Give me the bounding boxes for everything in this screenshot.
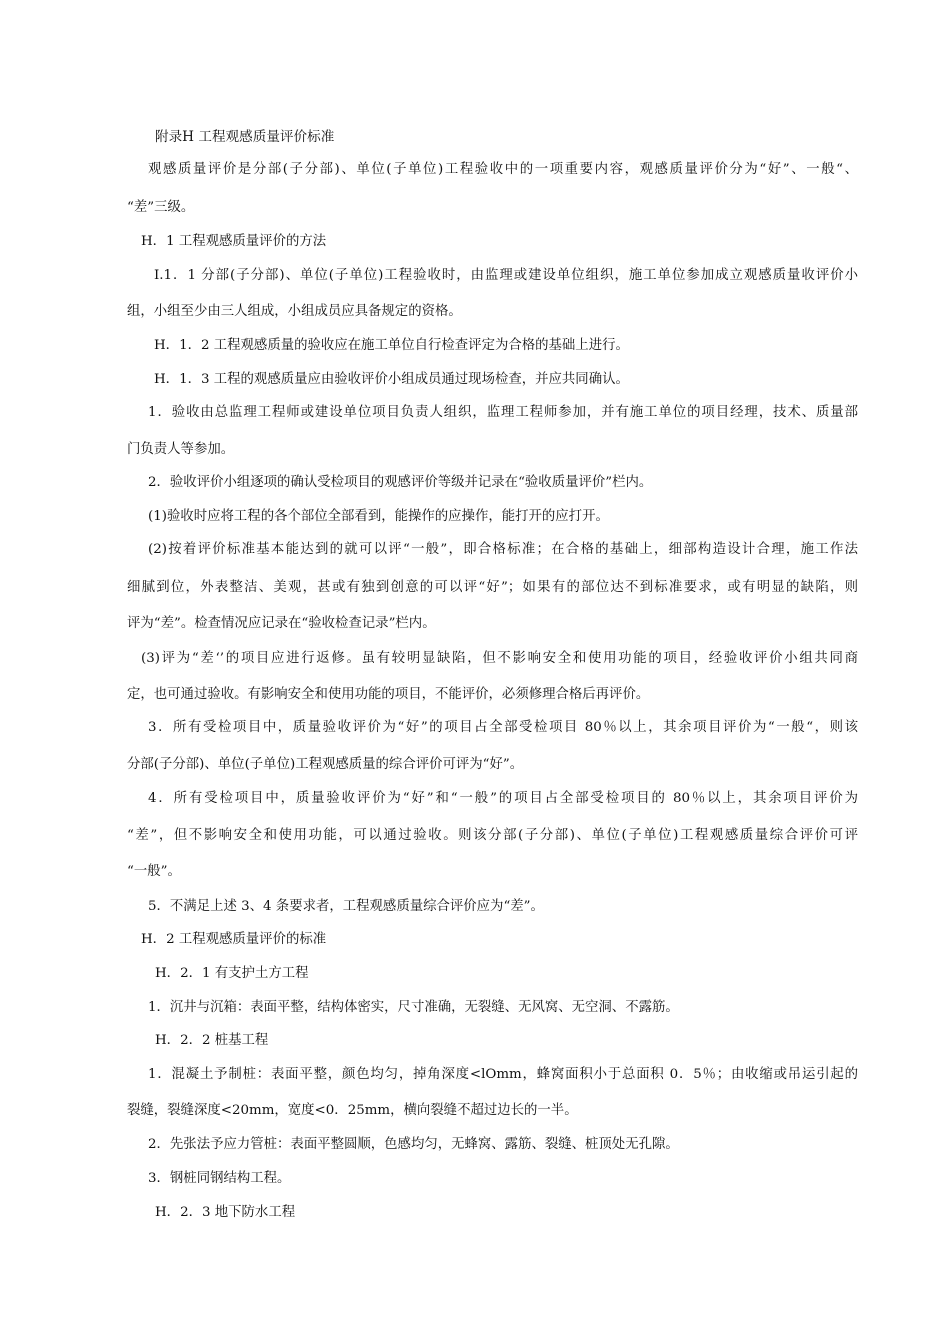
paragraph-line: “差”，但不影响安全和使用功能，可以通过验收。则该分部(子分部)、单位(子单位)工程观感质量综合评价可评 (127, 828, 858, 843)
paragraph-line: 定，也可通过验收。有影响安全和使用功能的项目，不能评价，必须修理合格后再评价。 (127, 687, 650, 702)
paragraph-line: 评为“差”。检查情况应记录在“验收检查记录”栏内。 (127, 616, 436, 631)
paragraph-line: 1．混凝土予制桩：表面平整，颜色均匀，掉角深度<lOmm，蜂窝面积小于总面积 0．5％；由收缩或吊运引起的 (148, 1067, 858, 1082)
paragraph-line: I.1．1 分部(子分部)、单位(子单位)工程验收时，由监理或建设单位组织，施工单位参加成立观感质量收评价小 (154, 268, 858, 283)
paragraph-line: 3．所有受检项目中，质量验收评价为“好”的项目占全部受检项目 80％以上，其余项目评价为“一般“，则该 (148, 720, 858, 735)
paragraph-line: 1．沉井与沉箱：表面平整，结构体密实，尺寸准确，无裂缝、无风窝、无空洞、不露筋。 (148, 1000, 679, 1015)
paragraph-line: 门负责人等参加。 (127, 442, 235, 457)
paragraph-line: 2．先张法予应力管桩：表面平整圆顺，色感均匀，无蜂窝、露筋、裂缝、桩顶处无孔隙。 (148, 1137, 679, 1152)
paragraph-line: 细腻到位，外表整洁、美观，甚或有独到创意的可以评“好”；如果有的部位达不到标准要求，或有明显的缺陷，则 (127, 580, 858, 595)
section-heading: H．1 工程观感质量评价的方法 (141, 234, 327, 249)
page-title: 附录H 工程观感质量评价标准 (155, 129, 335, 145)
paragraph-line: 5．不满足上述 3、4 条要求者，工程观感质量综合评价应为“差”。 (148, 899, 544, 914)
subsection-heading: H．2．3 地下防水工程 (155, 1205, 296, 1220)
paragraph-line: 2．验收评价小组逐项的确认受检项目的观感评价等级并记录在“验收质量评价”栏内。 (148, 475, 653, 490)
paragraph-line: 1．验收由总监理工程师或建设单位项目负责人组织，监理工程师参加，并有施工单位的项目经理，技术、质量部 (148, 405, 858, 420)
paragraph-line: (1)验收时应将工程的各个部位全部看到，能操作的应操作，能打开的应打开。 (148, 509, 609, 524)
paragraph-line: 观感质量评价是分部(子分部)、单位(子单位)工程验收中的一项重要内容，观感质量评价分为“好”、一般“、 (148, 162, 858, 177)
paragraph-line: H．1．3 工程的观感质量应由验收评价小组成员通过现场检查，并应共同确认。 (154, 372, 629, 387)
paragraph-line: “一般”。 (127, 864, 181, 879)
subsection-heading: H．2．1 有支护土方工程 (155, 966, 309, 981)
paragraph-line: 分部(子分部)、单位(子单位)工程观感质量的综合评价可评为“好”。 (127, 757, 524, 772)
paragraph-line: 3．钢桩同钢结构工程。 (148, 1171, 291, 1186)
paragraph-line: 4．所有受检项目中，质量验收评价为“好”和“一般”的项目占全部受检项目的 80％以上，其余项目评价为 (148, 791, 858, 806)
paragraph-line: 裂缝，裂缝深度<20mm，宽度<0．25mm，横向裂缝不超过边长的一半。 (127, 1103, 578, 1118)
paragraph-line: 组，小组至少由三人组成，小组成员应具备规定的资格。 (127, 304, 462, 319)
section-heading: H．2 工程观感质量评价的标准 (141, 932, 327, 947)
paragraph-line: “差”三级。 (127, 200, 195, 215)
paragraph-line: (2)按着评价标准基本能达到的就可以评“一般”，即合格标准；在合格的基础上，细部构造设计合理，施工作法 (148, 542, 858, 557)
subsection-heading: H．2．2 桩基工程 (155, 1033, 269, 1048)
paragraph-line: (3)评为“差‘’的项目应进行返修。虽有较明显缺陷，但不影响安全和使用功能的项目，经验收评价小组共同商 (141, 651, 858, 666)
paragraph-line: H．1．2 工程观感质量的验收应在施工单位自行检查评定为合格的基础上进行。 (154, 338, 629, 353)
